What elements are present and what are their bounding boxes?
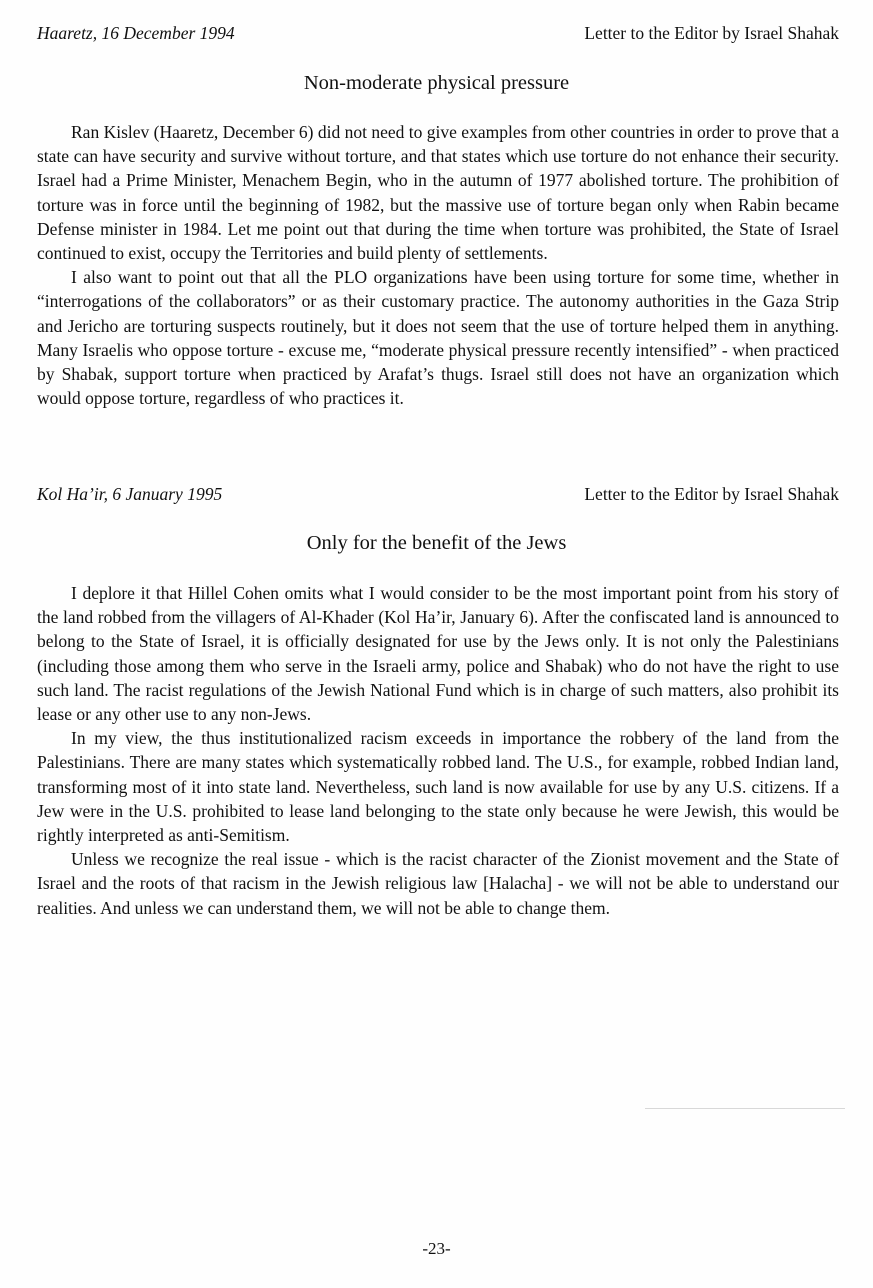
article-2-byline: Letter to the Editor by Israel Shahak: [584, 484, 839, 504]
article-1-body: [37, 120, 839, 410]
article-1-source: Haaretz, 16 December 1994: [37, 23, 235, 43]
article-1-title: Non-moderate physical pressure: [303, 72, 570, 94]
article-2-paragraph: Unless we recognize the real issue - which is the racist character of the Zionist movement and the State of Israel and the roots of that racism in the Jewish religious law [Halacha] - we will not be able to understand our realities. And unless we can understand them, we will not be able to change them.: [37, 849, 839, 918]
article-2-header: [37, 483, 839, 505]
page-number: -23-: [422, 1239, 451, 1258]
article-1-header: [37, 22, 839, 44]
article-1-byline: Letter to the Editor by Israel Shahak: [584, 23, 839, 43]
article-2-paragraph: In my view, the thus institutionalized racism exceeds in importance the robbery of the land from the Palestinians. There are many states which systematically robbed land. The U.S., for example, robbed Indian land, transforming most of it into state land. Nevertheless, such land is now available for use by any U.S. citizens. If a Jew were in the U.S. prohibited to lease land belonging to the state only because he were Jewish, this would be rightly interpreted as anti-Semitism.: [37, 728, 839, 846]
article-2-paragraph: I deplore it that Hillel Cohen omits what I would consider to be the most important point from his story of the land robbed from the villagers of Al-Khader (Kol Ha’ir, January 6). After the confiscated land is announced to belong to the State of Israel, it is officially designated for use by the Jews only. It is not only the Palestinians (including those among them who serve in the Israeli army, police and Shabak) who do not have the right to use such land. The racist regulations of the Jewish National Fund which is in charge of such matters, also prohibit its lease or any other use to any non-Jews.: [37, 583, 839, 725]
article-1-paragraph: I also want to point out that all the PLO organizations have been using torture for some time, whether in “interrogations of the collaborators” or as their customary practice. The autonomy authorities in the Gaza Strip and Jericho are torturing suspects routinely, but it does not seem that the use of torture helped them in anything. Many Israelis who oppose torture - excuse me, “moderate physical pressure recently intensified” - when practiced by Shabak, support torture when practiced by Arafat’s thugs. Israel still does not have an organization which would oppose torture, regardless of who practices it.: [37, 267, 839, 409]
article-2-title: Only for the benefit of the Jews: [306, 532, 567, 554]
article-1-paragraph: Ran Kislev (Haaretz, December 6) did not need to give examples from other countries in order to prove that a state can have security and survive without torture, and that states which use torture do not enhance their security. Israel had a Prime Minister, Menachem Begin, who in the autumn of 1977 abolished torture. The prohibition of torture was in force until the beginning of 1982, but the massive use of torture began only when Rabin became Defense minister in 1984. Let me point out that during the time when torture was prohibited, the State of Israel continued to exist, occupy the Territories and build plenty of settlements.: [37, 122, 839, 264]
article-2-source: Kol Ha’ir, 6 January 1995: [37, 484, 223, 504]
footnote-divider: [645, 1108, 845, 1109]
article-2-body: [37, 581, 839, 920]
